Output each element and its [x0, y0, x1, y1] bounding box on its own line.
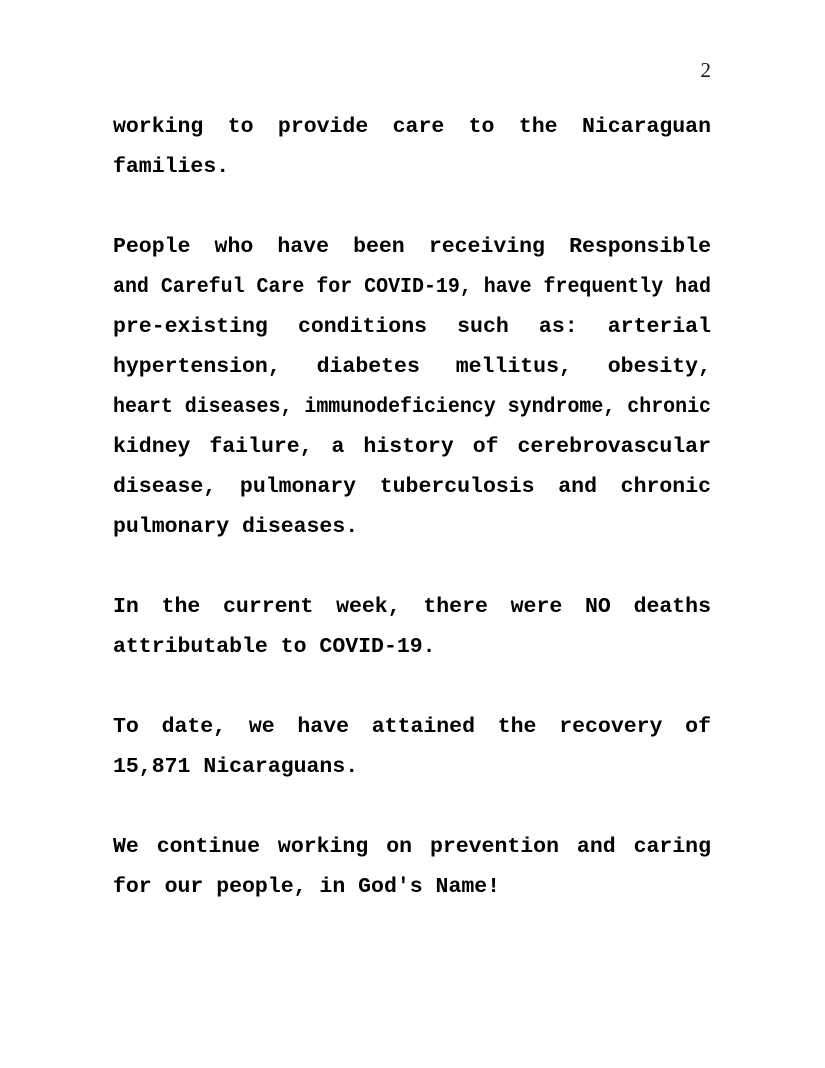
- text-line: kidney failure, a history of cerebrovascular: [113, 435, 711, 459]
- text-line: In the current week, there were NO deaths: [113, 595, 711, 619]
- text-line: heart diseases, immunodeficiency syndrome, chronic: [113, 395, 711, 419]
- text-line: We continue working on prevention and caring: [113, 835, 711, 859]
- paragraph: [113, 707, 711, 787]
- text-line: pulmonary diseases.: [113, 515, 359, 539]
- document-body: [113, 107, 711, 907]
- text-line: and Careful Care for COVID-19, have frequently had: [113, 275, 711, 299]
- text-line: To date, we have attained the recovery of: [113, 715, 711, 739]
- text-line: for our people, in God's Name!: [113, 875, 501, 899]
- text-line: working to provide care to the Nicaraguan: [113, 115, 711, 139]
- paragraph: [113, 107, 711, 187]
- page-number: 2: [700, 58, 711, 82]
- text-line: attributable to COVID-19.: [113, 635, 436, 659]
- text-line: families.: [113, 155, 230, 179]
- paragraph: [113, 227, 711, 547]
- text-line: disease, pulmonary tuberculosis and chronic: [113, 475, 711, 499]
- text-line: hypertension, diabetes mellitus, obesity,: [113, 355, 711, 379]
- text-line: pre-existing conditions such as: arterial: [113, 315, 711, 339]
- paragraph: [113, 587, 711, 667]
- text-line: People who have been receiving Responsible: [113, 235, 711, 259]
- paragraph: [113, 827, 711, 907]
- text-line: 15,871 Nicaraguans.: [113, 755, 359, 779]
